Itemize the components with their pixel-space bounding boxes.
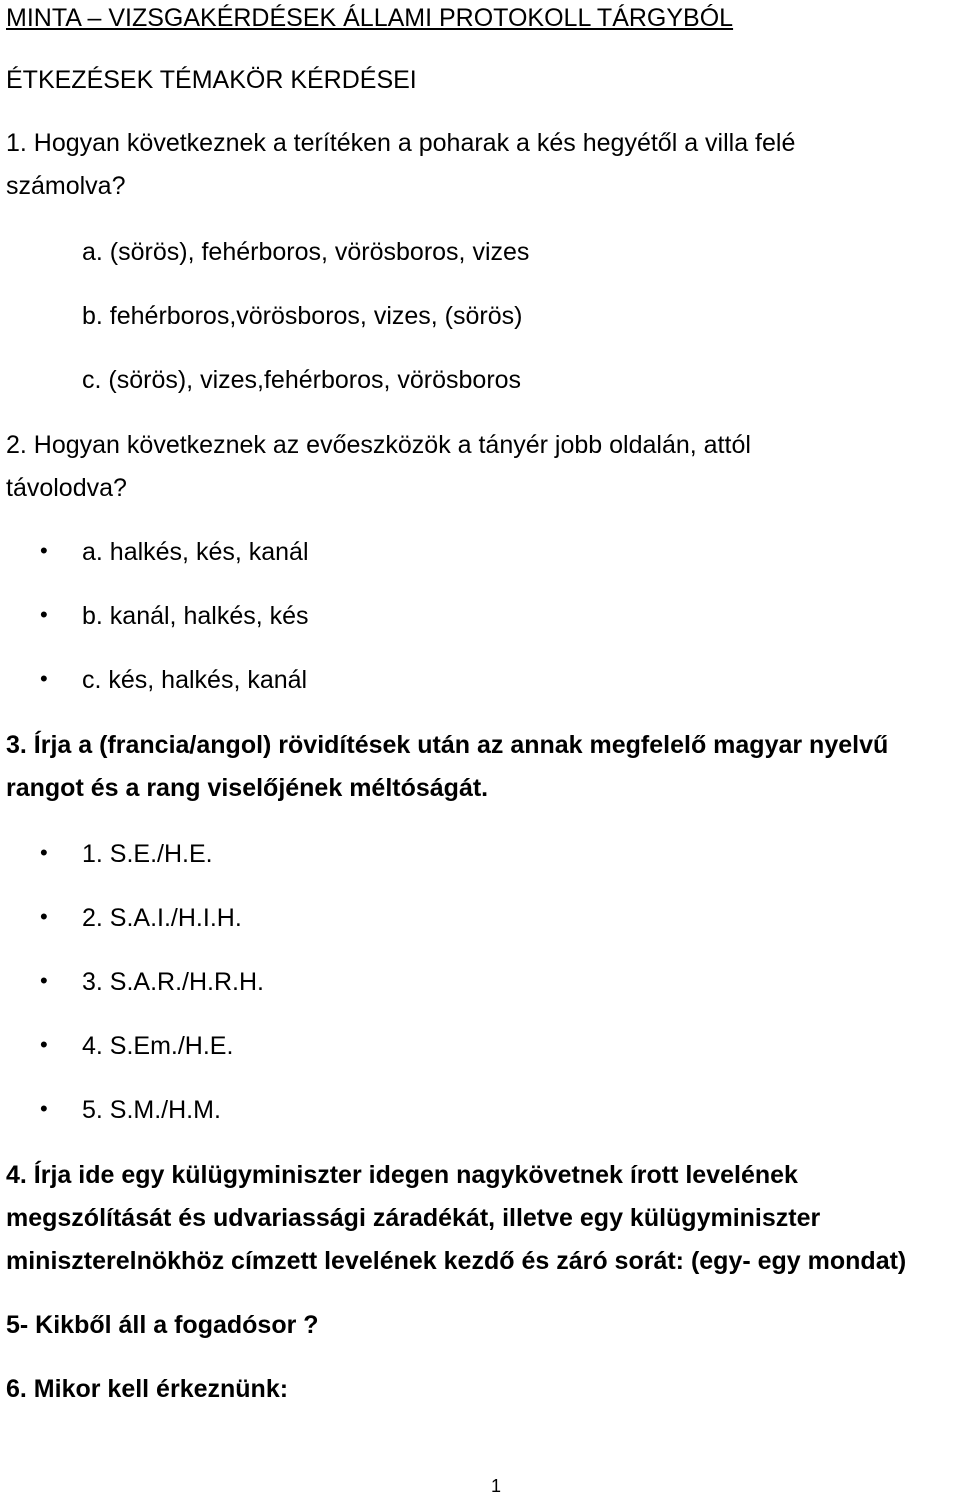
q3-item-5: [40, 1096, 221, 1125]
q3-item-2: [40, 904, 242, 933]
question-4-line-3: miniszterelnökhöz címzett levelének kezdő és záró sorát: (egy- egy mondat): [6, 1247, 907, 1275]
q3-item-4-text: 4. S.Em./H.E.: [82, 1032, 234, 1060]
q2-option-b: [40, 602, 309, 631]
question-6: 6. Mikor kell érkeznünk:: [6, 1375, 289, 1403]
bullet-icon: •: [40, 666, 48, 691]
question-3-line-1: 3. Írja a (francia/angol) rövidítések után az annak megfelelő magyar nyelvű: [6, 731, 889, 759]
section-title: ÉTKEZÉSEK TÉMAKÖR KÉRDÉSEI: [6, 66, 417, 94]
question-1: [6, 122, 956, 208]
bullet-icon: •: [40, 538, 48, 563]
q3-item-4: [40, 1032, 233, 1061]
q3-item-1: [40, 840, 213, 869]
q2-option-b-text: b. kanál, halkés, kés: [82, 602, 309, 630]
q3-item-3-text: 3. S.A.R./H.R.H.: [82, 968, 264, 996]
q1-option-c: c. (sörös), vizes,fehérboros, vörösboros: [82, 366, 522, 394]
bullet-icon: •: [40, 1032, 48, 1057]
question-3-line-2: rangot és a rang viselőjének méltóságát.: [6, 774, 489, 802]
question-3: [6, 724, 956, 810]
bullet-icon: •: [40, 904, 48, 929]
bullet-icon: •: [40, 968, 48, 993]
bullet-icon: •: [40, 840, 48, 865]
q3-item-5-text: 5. S.M./H.M.: [82, 1096, 221, 1124]
question-2-line-1: 2. Hogyan következnek az evőeszközök a tányér jobb oldalán, attól: [6, 431, 751, 459]
question-1-line-1: 1. Hogyan következnek a terítéken a poharak a kés hegyétől a villa felé: [6, 129, 796, 157]
question-2-line-2: távolodva?: [6, 474, 127, 502]
bullet-icon: •: [40, 602, 48, 627]
q3-item-2-text: 2. S.A.I./H.I.H.: [82, 904, 242, 932]
page-number: 1: [490, 1476, 501, 1496]
bullet-icon: •: [40, 1096, 48, 1121]
q1-option-b: b. fehérboros,vörösboros, vizes, (sörös): [82, 302, 523, 330]
q2-option-a: [40, 538, 309, 567]
question-1-line-2: számolva?: [6, 172, 126, 200]
q2-option-c-text: c. kés, halkés, kanál: [82, 666, 308, 694]
question-4-line-1: 4. Írja ide egy külügyminiszter idegen nagykövetnek írott levelének: [6, 1161, 798, 1189]
question-2: [6, 424, 956, 510]
q3-item-1-text: 1. S.E./H.E.: [82, 840, 213, 868]
q1-option-a: a. (sörös), fehérboros, vörösboros, vizes: [82, 238, 530, 266]
question-5: 5- Kikből áll a fogadósor ?: [6, 1311, 319, 1339]
question-4-line-2: megszólítását és udvariassági záradékát, illetve egy külügyminiszter: [6, 1204, 821, 1232]
q3-item-3: [40, 968, 264, 997]
document-title: MINTA – VIZSGAKÉRDÉSEK ÁLLAMI PROTOKOLL TÁRGYBÓL: [6, 4, 734, 32]
q2-option-a-text: a. halkés, kés, kanál: [82, 538, 309, 566]
q2-option-c: [40, 666, 307, 695]
question-4: [6, 1154, 956, 1283]
